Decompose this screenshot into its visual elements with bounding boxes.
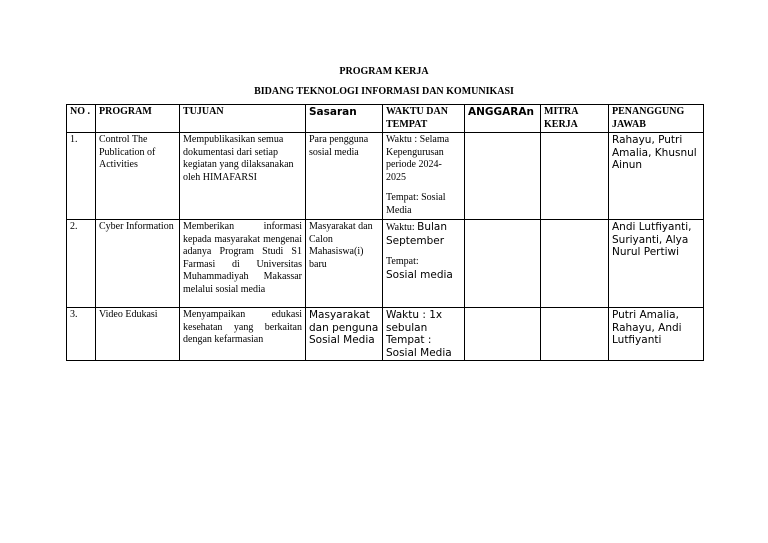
cell-no: 2. (67, 220, 96, 308)
cell-program: Control The Publication of Activities (96, 133, 180, 220)
cell-mitra (541, 308, 609, 361)
waktu-label: Waktu: (386, 222, 415, 233)
cell-penanggung: Putri Amalia, Rahayu, Andi Lutfiyanti (609, 308, 704, 361)
table-row (67, 220, 704, 308)
header-program: PROGRAM (96, 105, 180, 133)
waktu-text: Waktu : Selama Kepengurusan periode 2024-2025 (386, 134, 450, 183)
waktu-value: Bulan September (386, 221, 448, 247)
cell-sasaran: Masyarakat dan Calon Mahasiswa(i) baru (306, 220, 383, 308)
cell-program: Cyber Information (96, 220, 180, 308)
cell-no: 1. (67, 133, 96, 220)
tempat-text: Tempat: Sosial Media (386, 192, 446, 216)
cell-tujuan: Mempublikasikan semua dokumentasi dari setiap kegiatan yang dilaksanakan oleh HIMAFARSI (180, 133, 306, 220)
cell-anggaran (465, 133, 541, 220)
cell-anggaran (465, 220, 541, 308)
header-no: NO . (67, 105, 96, 133)
cell-tujuan: Menyampaikan edukasi kesehatan yang berkaitan dengan kefarmasian (180, 308, 306, 361)
waktu-text: Waktu : 1x sebulan (386, 309, 443, 334)
cell-mitra (541, 220, 609, 308)
cell-tujuan: Memberikan informasi kepada masyarakat mengenai adanya Program Studi S1 Farmasi di Universitas Muhammadiyah Makassar melalui sosial media (180, 220, 306, 308)
document-subtitle: BIDANG TEKNOLOGI INFORMASI DAN KOMUNIKASI (254, 86, 514, 97)
tempat-value: Sosial media (386, 268, 453, 281)
cell-waktu-tempat (383, 220, 465, 308)
header-mitra: MITRA KERJA (541, 105, 609, 133)
cell-waktu-tempat (383, 133, 465, 220)
table-row (67, 308, 704, 361)
tempat-label: Tempat: (386, 256, 419, 267)
cell-waktu-tempat (383, 308, 465, 361)
table-header-row (67, 105, 704, 133)
header-anggaran: ANGGARAn (465, 105, 541, 133)
cell-sasaran: Masyarakat dan penguna Sosial Media (306, 308, 383, 361)
cell-mitra (541, 133, 609, 220)
cell-sasaran: Para pengguna sosial media (306, 133, 383, 220)
tempat-text: Tempat : Sosial Media (386, 334, 452, 359)
cell-program: Video Edukasi (96, 308, 180, 361)
table-row (67, 133, 704, 220)
program-table (66, 104, 704, 361)
cell-anggaran (465, 308, 541, 361)
header-sasaran: Sasaran (306, 105, 383, 133)
cell-penanggung: Rahayu, Putri Amalia, Khusnul Ainun (609, 133, 704, 220)
document-title: PROGRAM KERJA (339, 66, 429, 77)
cell-penanggung: Andi Lutfiyanti, Suriyanti, Alya Nurul Pertiwi (609, 220, 704, 308)
header-waktu: WAKTU DAN TEMPAT (383, 105, 465, 133)
header-tujuan: TUJUAN (180, 105, 306, 133)
cell-no: 3. (67, 308, 96, 361)
header-penanggung: PENANGGUNG JAWAB (609, 105, 704, 133)
